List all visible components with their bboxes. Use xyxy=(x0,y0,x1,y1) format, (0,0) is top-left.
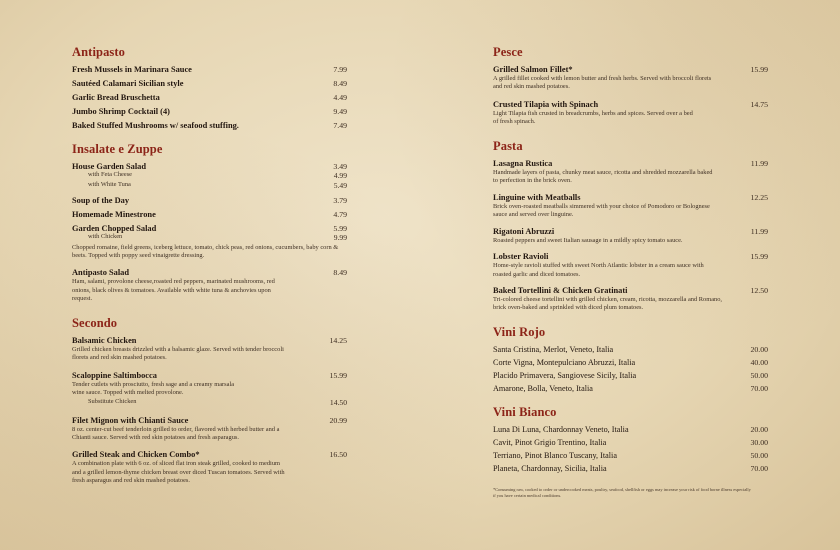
item-description: Brick oven-roasted meatballs simmered with your choice of Pomodoro or Bolognese sauce and served over linguine. xyxy=(493,202,710,219)
item-description: Handmade layers of pasta, chunky meat sauce, ricotta and shredded mozzarella baked to perfection in the brick oven. xyxy=(493,168,713,185)
item-price: 12.50 xyxy=(750,285,768,295)
menu-item xyxy=(72,450,347,485)
item-description: Home-style ravioli stuffed with sweet North Atlantic lobster in a cream sauce with roasted garlic and diced tomatoes. xyxy=(493,262,704,278)
item-price: 14.25 xyxy=(329,335,347,345)
item-price: 4.49 xyxy=(333,93,347,102)
item-price: 3.49 xyxy=(333,162,347,171)
item-option xyxy=(72,171,347,181)
menu-item xyxy=(493,100,768,127)
menu-item xyxy=(72,224,347,261)
section-pasta xyxy=(493,139,768,313)
item-price: 8.49 xyxy=(333,79,347,88)
menu-item xyxy=(493,286,768,313)
item-name: Luna Di Luna, Chardonnay Veneto, Italia xyxy=(493,424,629,434)
option-label: with White Tuna xyxy=(88,180,131,188)
menu-item xyxy=(72,79,347,88)
item-price: 3.79 xyxy=(333,195,347,205)
item-description: Tender cutlets with prosciutto, fresh sage and a creamy marsala wine sauce. Topped with melted provolone. xyxy=(72,380,235,397)
item-name: Crusted Tilapia with Spinach xyxy=(493,99,599,109)
menu-item xyxy=(72,65,347,74)
item-name: Jumbo Shrimp Cocktail (4) xyxy=(72,107,170,116)
item-price: 5.99 xyxy=(333,223,347,233)
item-name: Balsamic Chicken xyxy=(72,335,137,345)
menu-item xyxy=(493,159,768,186)
wine-item xyxy=(493,358,768,367)
item-description: Grilled chicken breasts drizzled with a balsamic glaze. Served with tender broccoli florets and red skin mashed potatoes. xyxy=(72,345,284,362)
item-description: Chopped romaine, field greens, iceberg lettuce, tomato, chick peas, red onions, cucumbers, baby corn & beets. Topped with poppy seed vinaigrette dressing. xyxy=(72,243,339,260)
menu-item xyxy=(72,121,347,130)
item-description: Ham, salami, provolone cheese,roasted red peppers, marinated mushrooms, red onions, black olives & tomatoes. Available with white tuna & anchovies upon request. xyxy=(72,278,275,303)
item-name: Baked Stuffed Mushrooms w/ seafood stuffing. xyxy=(72,121,239,130)
item-name: Lasagna Rustica xyxy=(493,158,553,168)
option-price: 4.99 xyxy=(333,171,347,180)
item-name: Rigatoni Abruzzi xyxy=(493,226,555,236)
item-price: 70.00 xyxy=(750,383,768,393)
item-name: Placido Primavera, Sangiovese Sicily, Italia xyxy=(493,370,637,380)
wine-item xyxy=(493,371,768,380)
item-name: Grilled Steak and Chicken Combo* xyxy=(72,450,200,460)
wine-item xyxy=(493,425,768,434)
item-price: 40.00 xyxy=(750,357,768,367)
wine-item xyxy=(493,384,768,393)
item-price: 70.00 xyxy=(750,463,768,473)
section-vini-rojo xyxy=(493,325,768,393)
health-disclaimer: *Consuming raw, cooked to order or undercooked meats, poultry, seafood, shellfish or eggs may increase your risk of food borne illness especially if you have certain medical conditions. xyxy=(493,487,751,498)
item-name: Fresh Mussels in Marinara Sauce xyxy=(72,65,192,74)
option-price: 14.50 xyxy=(329,397,347,407)
item-name: Cavit, Pinot Grigio Trentino, Italia xyxy=(493,437,607,447)
item-price: 7.49 xyxy=(333,121,347,130)
item-name: Terriano, Pinot Blanco Tuscany, Italia xyxy=(493,450,617,460)
item-name: Filet Mignon with Chianti Sauce xyxy=(72,415,189,425)
menu-item xyxy=(72,162,347,191)
item-price: 16.50 xyxy=(329,450,347,460)
item-price: 50.00 xyxy=(750,450,768,460)
wine-item xyxy=(493,464,768,473)
section-title: Pasta xyxy=(493,138,523,153)
option-label: with Feta Cheese xyxy=(88,171,133,178)
item-price: 15.99 xyxy=(750,65,768,74)
menu-item xyxy=(72,210,347,219)
item-price: 11.99 xyxy=(750,158,768,168)
item-price: 50.00 xyxy=(750,370,768,380)
item-description: Tri-colored cheese tortellini with grilled chicken, cream, ricotta, mozzarella and Romano, brick oven-baked and sprinkled with diced plum tomatoes. xyxy=(493,295,723,312)
item-name: Antipasto Salad xyxy=(72,268,130,278)
section-antipasto xyxy=(72,45,347,130)
menu-item xyxy=(493,193,768,220)
menu-item xyxy=(72,336,347,363)
item-price: 9.49 xyxy=(333,107,347,116)
item-description: Light Tilapia fish crusted in breadcrumbs, herbs and spices. Served over a bed of fresh spinach. xyxy=(493,109,693,126)
item-price: 11.99 xyxy=(750,226,768,236)
item-name: Garden Chopped Salad xyxy=(72,223,157,233)
menu-item xyxy=(72,371,347,408)
item-price: 15.99 xyxy=(329,370,347,380)
item-name: Garlic Bread Bruschetta xyxy=(72,93,160,102)
section-title: Antipasto xyxy=(72,45,125,59)
section-title: Pesce xyxy=(493,45,523,59)
menu-item xyxy=(72,107,347,116)
option-price: 5.49 xyxy=(333,180,347,190)
option-price: 9.99 xyxy=(333,232,347,242)
item-name: House Garden Salad xyxy=(72,162,146,171)
menu-item xyxy=(72,416,347,443)
item-price: 14.75 xyxy=(750,99,768,109)
menu-item xyxy=(72,93,347,102)
item-option xyxy=(72,233,347,243)
item-price: 4.79 xyxy=(333,209,347,219)
section-insalate xyxy=(72,142,347,304)
item-name: Santa Cristina, Merlot, Veneto, Italia xyxy=(493,344,614,354)
menu-left-column xyxy=(72,45,347,498)
item-price: 7.99 xyxy=(333,65,347,74)
item-name: Scaloppine Saltimbocca xyxy=(72,370,157,380)
item-description: Roasted peppers and sweet Italian sausage in a mildly spicy tomato sauce. xyxy=(493,236,683,244)
item-option xyxy=(72,181,347,191)
item-name: Lobster Ravioli xyxy=(493,252,549,262)
item-price: 15.99 xyxy=(750,252,768,262)
item-description: 8 oz. center-cut beef tenderloin grilled to order, flavored with herbed butter and a Chianti sauce. Served with red skin potatoes and fresh asparagus. xyxy=(72,425,280,441)
item-description: A grilled fillet cooked with lemon butter and fresh herbs. Served with broccoli florets and red skin mashed potatoes. xyxy=(493,75,712,91)
item-price: 20.00 xyxy=(750,344,768,354)
wine-item xyxy=(493,438,768,447)
item-name: Homemade Minestrone xyxy=(72,209,156,219)
section-vini-bianco xyxy=(493,405,768,473)
menu-item xyxy=(72,268,347,303)
item-name: Soup of the Day xyxy=(72,195,130,205)
item-name: Sautéed Calamari Sicilian style xyxy=(72,79,184,88)
menu-item xyxy=(493,252,768,279)
item-price: 8.49 xyxy=(333,268,347,278)
item-price: 20.00 xyxy=(750,424,768,434)
menu-item xyxy=(72,196,347,205)
menu-right-column xyxy=(493,45,768,485)
item-name: Planeta, Chardonnay, Sicilia, Italia xyxy=(493,463,607,473)
wine-item xyxy=(493,345,768,354)
option-label: Substitute Chicken xyxy=(88,397,137,405)
item-description: A combination plate with 6 oz. of sliced flat iron steak grilled, cooked to medium and a grilled lemon-thyme chicken breast over diced Tuscan tomatoes. Served with fresh asparagus and red skin mashed potatoes. xyxy=(72,460,285,485)
item-price: 12.25 xyxy=(750,192,768,202)
section-title: Vini Rojo xyxy=(493,324,546,339)
section-title: Insalate e Zuppe xyxy=(72,142,163,156)
item-name: Baked Tortellini & Chicken Gratinati xyxy=(493,285,628,295)
item-name: Linguine with Meatballs xyxy=(493,192,581,202)
menu-item xyxy=(493,65,768,92)
section-title: Secondo xyxy=(72,315,118,330)
item-price: 30.00 xyxy=(750,437,768,447)
item-name: Amarone, Bolla, Veneto, Italia xyxy=(493,383,593,393)
option-label: with Chicken xyxy=(88,232,123,240)
section-title: Vini Bianco xyxy=(493,404,557,419)
item-name: Grilled Salmon Fillet* xyxy=(493,65,573,74)
section-pesce xyxy=(493,45,768,127)
wine-item xyxy=(493,451,768,460)
item-price: 20.99 xyxy=(329,415,347,425)
menu-item xyxy=(493,227,768,245)
section-secondo xyxy=(72,316,347,486)
item-option xyxy=(72,398,347,408)
item-name: Corte Vigna, Montepulciano Abruzzi, Italia xyxy=(493,357,636,367)
